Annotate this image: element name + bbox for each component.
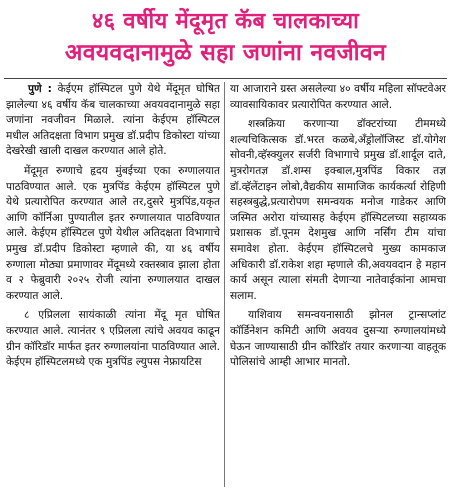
article-paragraph: शस्त्रक्रिया करणाऱ्या डॉक्टरांच्या टीममध्ये शल्यचिकित्सक डॉ.भरत कळबे,अँड्रोलॉजिस्ट डॉ.योगेश सोवनी,व्हॅस्क्युलर सर्जरी विभागाचे प्रमुख डॉ.शार्दूल दाते, मुत्ररोगतज्ञ डॉ.शम्स इक्बाल,मुत्रपिंड विकार तज्ञ डॉ.व्हॅलेंटाइन लोबो,वैद्यकीय सामाजिक कार्यकर्त्या रोहिणी सहस्त्रबुद्धे,प्रत्यारोपण समन्वयक मनोज गाडेकर आणि जस्मित अरोरा यांच्यासह केईएम हॉस्पिटलच्या सहाय्यक प्रशासक डॉ.पूनम देशमुख आणि नर्सिंग टीम यांचा समावेश होता. केईएम हॉस्पिटलचे मुख्य कामकाज अधिकारी डॉ.राकेश शहा म्हणाले की,अवयवदान हे महान कार्य असून त्याला संमती देणाऱ्या नातेवाईकांना आमचा सलाम.: [230, 118, 446, 302]
headline-rule: [4, 78, 447, 79]
article-paragraph: या आजाराने ग्रस्त असलेल्या ४० वर्षीय महिला सॉफ्टवेअर व्यावसायिकावर प्रत्यारोपित करण्यात आले.: [230, 83, 446, 111]
paragraph-text: केईएम हॉस्पिटल पुणे येथे मेंदूमृत घोषित झालेल्या ४६ वर्षीय कॅब चालकाच्या अवयवदानामुळे सहा जणांना नवजीवन मिळाले. त्यांना केईएम हॉस्पिटल मधील अतिदक्षता विभाग प्रमुख डॉ.प्रदीप डिकोस्टा यांच्या देखरेखी खाली दाखल करण्यात आले होते.: [6, 83, 220, 158]
headline-line-2: अवयवदानामुळे सहा जणांना नवजीवन: [64, 40, 387, 66]
headline: [0, 0, 451, 76]
article-paragraph: ८ एप्रिलला सायंकाळी त्यांना मेंदू मृत घोषित करण्यात आले. त्यानंतर ९ एप्रिलला त्यांचे अवयव काढून ग्रीन कॉरिडॉर मार्फत इतर रुग्णालयांना पाठविण्यात आले. केईएम हॉस्पिटलमध्ये एक मुत्रपिंड ल्युपस नेफ्रायटिस: [6, 309, 220, 369]
column-divider: [224, 82, 225, 487]
article-column-right: [230, 82, 446, 490]
article-paragraph: याशिवाय समन्वयनासाठी झोनल ट्रान्सप्लांट कॉर्डिनेशन कमिटी आणि अवयव दुसऱ्या रुग्णालयांमध्ये घेऊन जाण्यासाठी ग्रीन कॉरिडॉर तयार करणाऱ्या वाहतूक पोलिसांचे आम्ही आभार मानतो.: [230, 309, 446, 369]
headline-line-1: ४६ वर्षीय मेंदूमृत कॅब चालकाच्या: [91, 9, 360, 34]
article-paragraph: मेंदूमृत रुग्णाचे हृदय मुंबईच्या एका रुग्णालयात पाठविण्यात आले. एक मुत्रपिंड केईएम हॉस्पिटल पुणे येथे प्रत्यारोपित करण्यात आले तर,दुसरे मुत्रपिंड,यकृत आणि कॉर्निआ पुण्यातील इतर रुग्णालयात पाठविण्यात आले. केईएम हॉस्पिटल पुणे येथील अतिदक्षता विभागाचे प्रमुख डॉ.प्रदीप डिकोस्टा म्हणाले की, या ४६ वर्षीय रुग्णाला मोठ्या प्रमाणावर मेंदूमध्ये रक्तस्त्राव झाला होता व २ फेब्रुवारी २०२५ रोजी त्यांना रुग्णालयात दाखल करण्यात आले.: [6, 164, 220, 302]
article-paragraph: [6, 82, 220, 160]
article-column-left: [6, 82, 220, 490]
dateline: पुणे :: [28, 83, 52, 95]
